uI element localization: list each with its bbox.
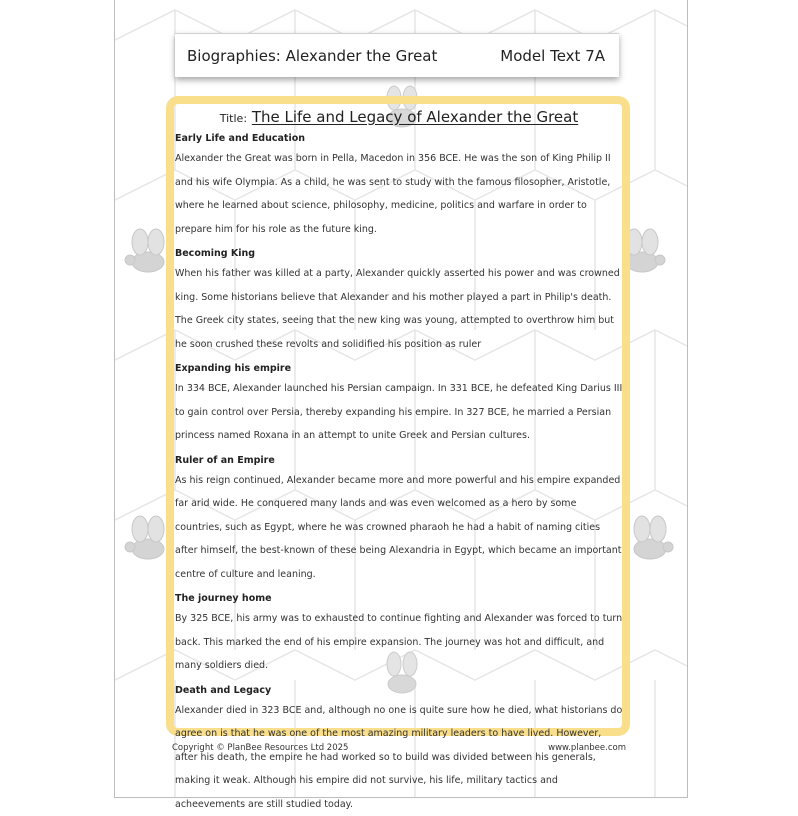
footer-copyright: Copyright © PlanBee Resources Ltd 2025 [172, 743, 348, 753]
model-text-content [175, 104, 623, 816]
section-heading: Expanding his empire [175, 360, 623, 377]
section-early-life [175, 130, 623, 241]
section-paragraph: When his father was killed at a party, Alexander quickly asserted his power and was crowned king. Some historians believe that Alexander and his mother played a part in Philip's death. The Greek city states, seeing that the new king was young, attempted to overthrow him but he soon crushed these revolts and solidified his position as ruler [175, 262, 623, 356]
section-paragraph: By 325 BCE, his army was to exhausted to continue fighting and Alexander was forced to turn back. This marked the end of his empire expansion. The journey was hot and difficult, and many soldiers died. [175, 607, 623, 678]
section-heading: The journey home [175, 590, 623, 607]
section-paragraph: Alexander died in 323 BCE and, although no one is quite sure how he died, what historians do agree on is that he was one of the most amazing military leaders to have lived. However, after his death, the empire he had worked so to build was divided between his generals, making it weak. Although his empire did not survive, his life, military tactics and acheevements are still studied today. [175, 699, 623, 816]
section-heading: Ruler of an Empire [175, 452, 623, 469]
worksheet-header [175, 33, 619, 77]
header-title: Biographies: Alexander the Great [187, 47, 437, 65]
header-model-text-label: Model Text 7A [500, 47, 605, 65]
section-journey-home [175, 590, 623, 678]
section-paragraph: In 334 BCE, Alexander launched his Persian campaign. In 331 BCE, he defeated King Darius III to gain control over Persia, thereby expanding his empire. In 327 BCE, he married a Persian princess named Roxana in an attempt to unite Greek and Persian cultures. [175, 377, 623, 448]
section-heading: Becoming King [175, 245, 623, 262]
section-heading: Death and Legacy [175, 682, 623, 699]
section-becoming-king [175, 245, 623, 356]
section-heading: Early Life and Education [175, 130, 623, 147]
title-prefix: Title: [220, 112, 247, 125]
footer-website-link[interactable]: www.planbee.com [548, 743, 626, 753]
document-title [175, 108, 623, 126]
section-expanding-empire [175, 360, 623, 448]
section-paragraph: Alexander the Great was born in Pella, Macedon in 356 BCE. He was the son of King Philip II and his wife Olympia. As a child, he was sent to study with the famous filosopher, Aristotle, where he learned about science, philosophy, medicine, politics and warfare in order to prepare him for his role as the future king. [175, 147, 623, 241]
section-ruler-of-empire [175, 452, 623, 587]
section-paragraph: As his reign continued, Alexander became more and more powerful and his empire expanded far arid wide. He conquered many lands and was even welcomed as a hero by some countries, such as Egypt, where he was crowned pharaoh he had a habit of naming cities after himself, the best-known of these being Alexandria in Egypt, which became an important centre of culture and leaning. [175, 469, 623, 587]
title-text: The Life and Legacy of Alexander the Great [252, 108, 578, 126]
